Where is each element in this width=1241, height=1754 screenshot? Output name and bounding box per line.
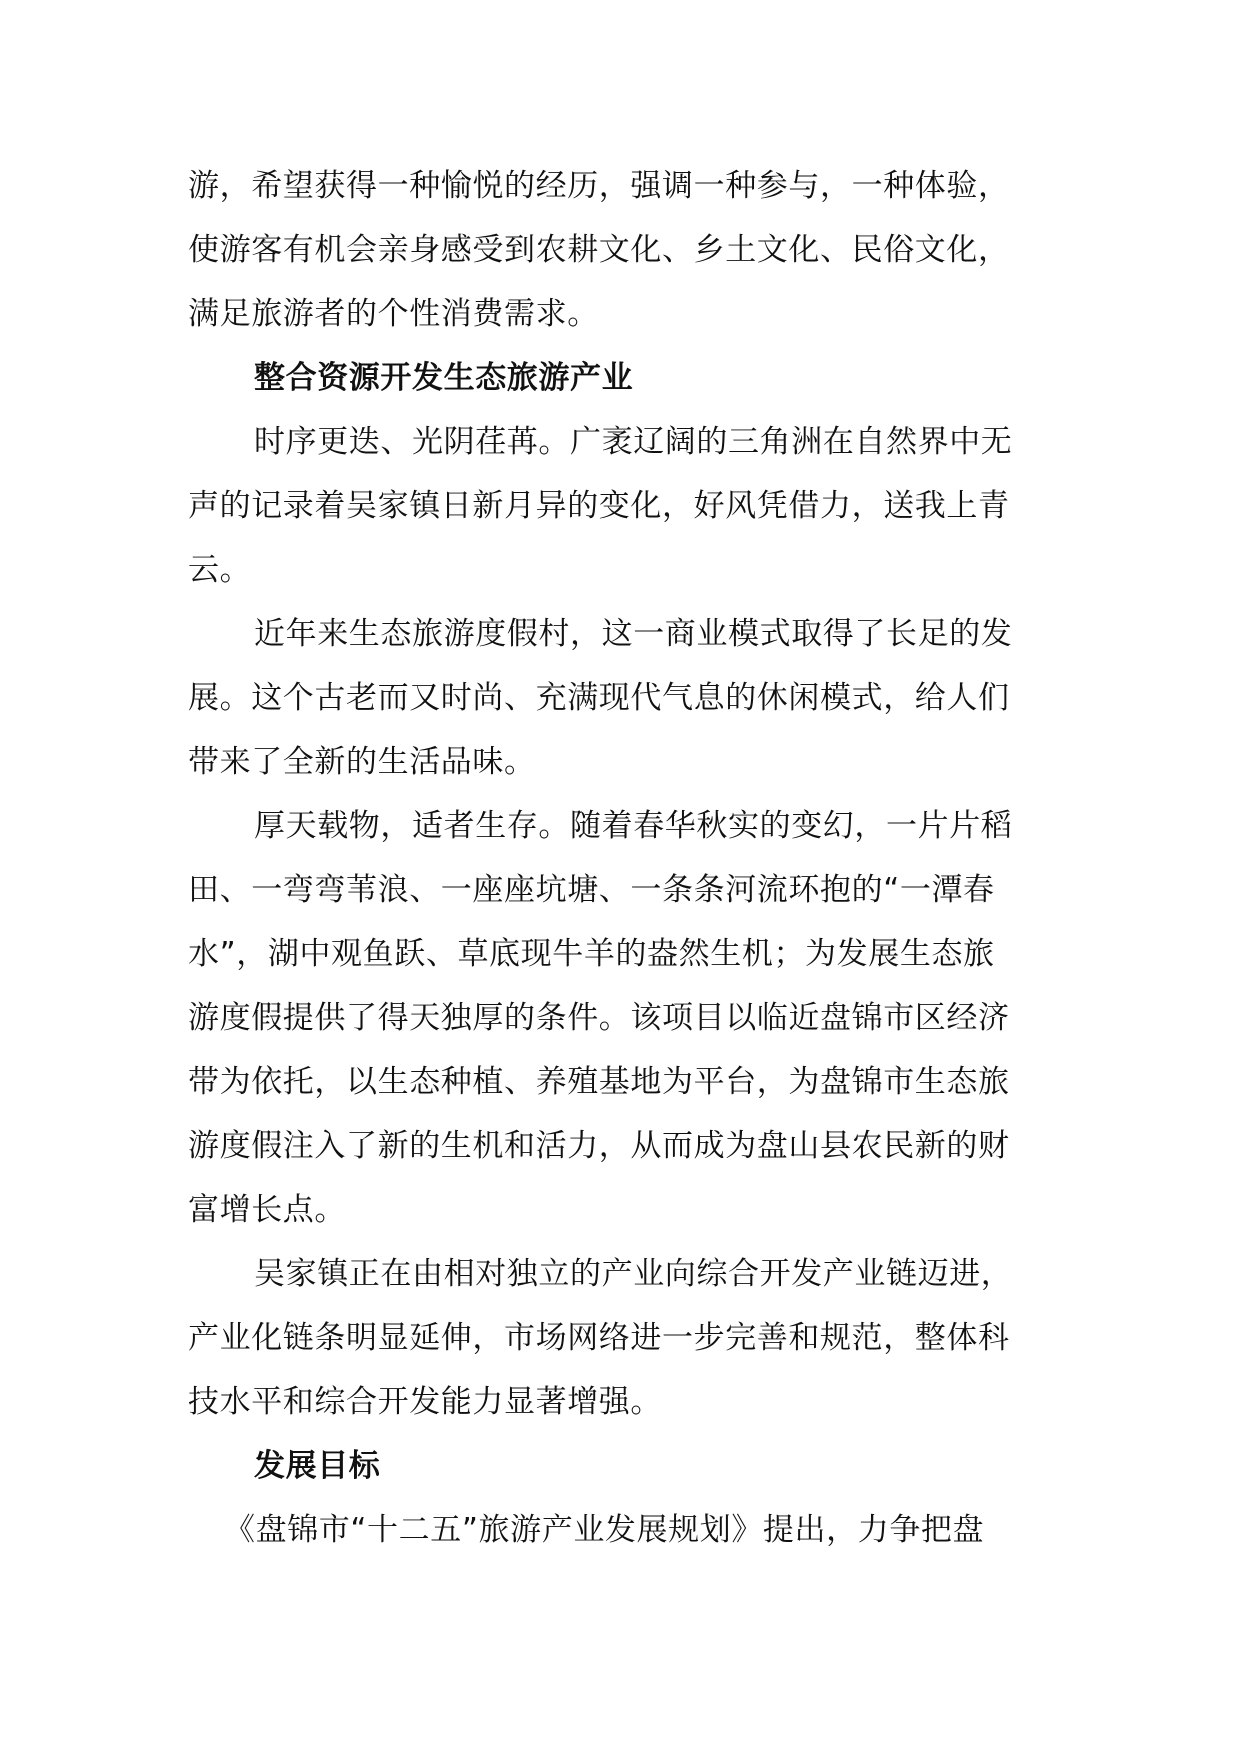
paragraph-line: 满足旅游者的个性消费需求。 xyxy=(188,296,599,332)
paragraph-line: 技水平和综合开发能力显著增强。 xyxy=(188,1384,662,1420)
paragraph-line: 云。 xyxy=(188,552,252,588)
paragraph-line: 田、一弯弯苇浪、一座座坑塘、一条条河流环抱的“一潭春 xyxy=(188,872,995,908)
paragraph-line: 产业化链条明显延伸，市场网络进一步完善和规范，整体科 xyxy=(188,1320,1010,1356)
paragraph-line: 近年来生态旅游度假村，这一商业模式取得了长足的发 xyxy=(254,616,1013,652)
paragraph-line: 吴家镇正在由相对独立的产业向综合开发产业链迈进， xyxy=(254,1256,1013,1292)
paragraph-line: 《盘锦市“十二五”旅游产业发展规划》提出，力争把盘 xyxy=(224,1512,985,1548)
paragraph-line: 声的记录着吴家镇日新月异的变化，好风凭借力，送我上青 xyxy=(188,488,1010,524)
paragraph-line: 游度假注入了新的生机和活力，从而成为盘山县农民新的财 xyxy=(188,1128,1010,1164)
section-heading: 发展目标 xyxy=(254,1448,381,1484)
section-heading: 整合资源开发生态旅游产业 xyxy=(254,360,634,396)
paragraph-line: 使游客有机会亲身感受到农耕文化、乡土文化、民俗文化， xyxy=(188,232,1010,268)
paragraph-line: 展。这个古老而又时尚、充满现代气息的休闲模式，给人们 xyxy=(188,680,1010,716)
paragraph-line: 时序更迭、光阴荏苒。广袤辽阔的三角洲在自然界中无 xyxy=(254,424,1013,460)
paragraph-line: 厚天载物，适者生存。随着春华秋实的变幻，一片片稻 xyxy=(254,808,1013,844)
paragraph-line: 富增长点。 xyxy=(188,1192,346,1228)
paragraph-line: 带来了全新的生活品味。 xyxy=(188,744,536,780)
paragraph-line: 水”，湖中观鱼跃、草底现牛羊的盎然生机；为发展生态旅 xyxy=(188,936,995,972)
paragraph-line: 游，希望获得一种愉悦的经历，强调一种参与，一种体验， xyxy=(188,168,1010,204)
paragraph-line: 带为依托，以生态种植、养殖基地为平台，为盘锦市生态旅 xyxy=(188,1064,1010,1100)
document-body xyxy=(188,154,1053,1562)
paragraph-line: 游度假提供了得天独厚的条件。该项目以临近盘锦市区经济 xyxy=(188,1000,1010,1036)
